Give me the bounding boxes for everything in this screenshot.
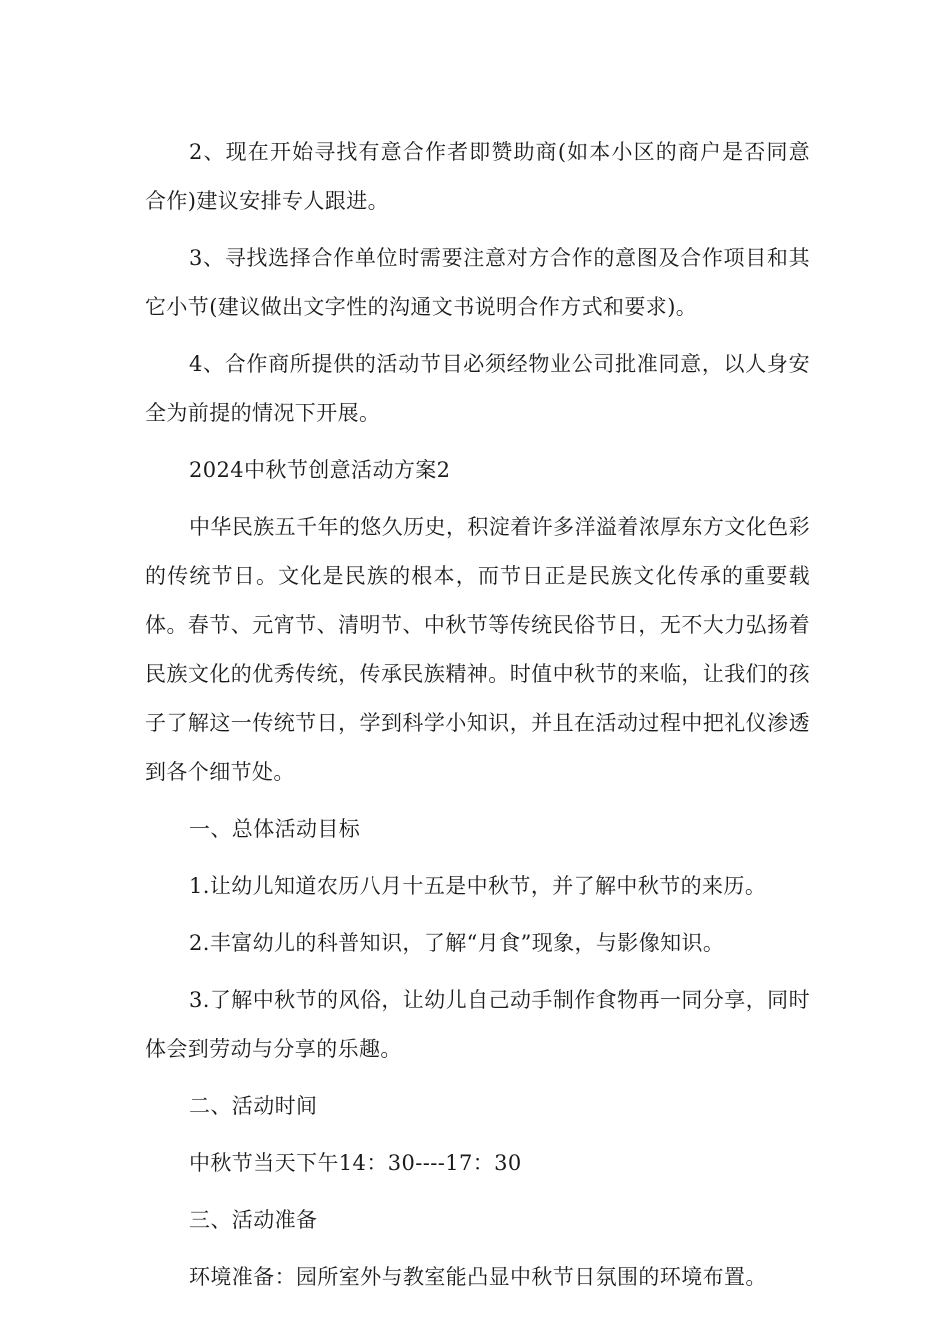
paragraph-sponsor-search: 2、现在开始寻找有意合作者即赞助商(如本小区的商户是否同意合作)建议安排专人跟进。 [145,140,810,213]
goal-item-2: 2.丰富幼儿的科普知识，了解“月食”现象，与影像知识。 [189,931,725,955]
heading-activity-preparation: 三、活动准备 [189,1208,318,1232]
goal-item-1: 1.让幼儿知道农历八月十五是中秋节，并了解中秋节的来历。 [189,874,767,898]
document-body [145,128,810,1310]
section-title-plan-2: 2024中秋节创意活动方案2 [189,458,451,482]
heading-activity-time: 二、活动时间 [189,1094,318,1118]
activity-time-value: 中秋节当天下午14：30----17：30 [189,1151,522,1175]
paragraph-introduction: 中华民族五千年的悠久历史，积淀着许多洋溢着浓厚东方文化色彩的传统节日。文化是民族的根本，而节日正是民族文化传承的重要载体。春节、元宵节、清明节、中秋节等传统民俗节日，无不大力弘扬着民族文化的优秀传统，传承民族精神。时值中秋节的来临，让我们的孩子了解这一传统节日，学到科学小知识，并且在活动过程中把礼仪渗透到各个细节处。 [145,515,810,784]
paragraph-partner-selection: 3、寻找选择合作单位时需要注意对方合作的意图及合作项目和其它小节(建议做出文字性的沟通文书说明合作方式和要求)。 [145,246,810,319]
heading-overall-goals: 一、总体活动目标 [189,817,361,841]
paragraph-environment-preparation: 环境准备：园所室外与教室能凸显中秋节日氛围的环境布置。 [189,1265,767,1289]
paragraph-partner-approval: 4、合作商所提供的活动节目必须经物业公司批准同意，以人身安全为前提的情况下开展。 [145,352,810,425]
goal-item-3: 3.了解中秋节的风俗，让幼儿自己动手制作食物再一同分享，同时体会到劳动与分享的乐趣。 [145,988,810,1061]
